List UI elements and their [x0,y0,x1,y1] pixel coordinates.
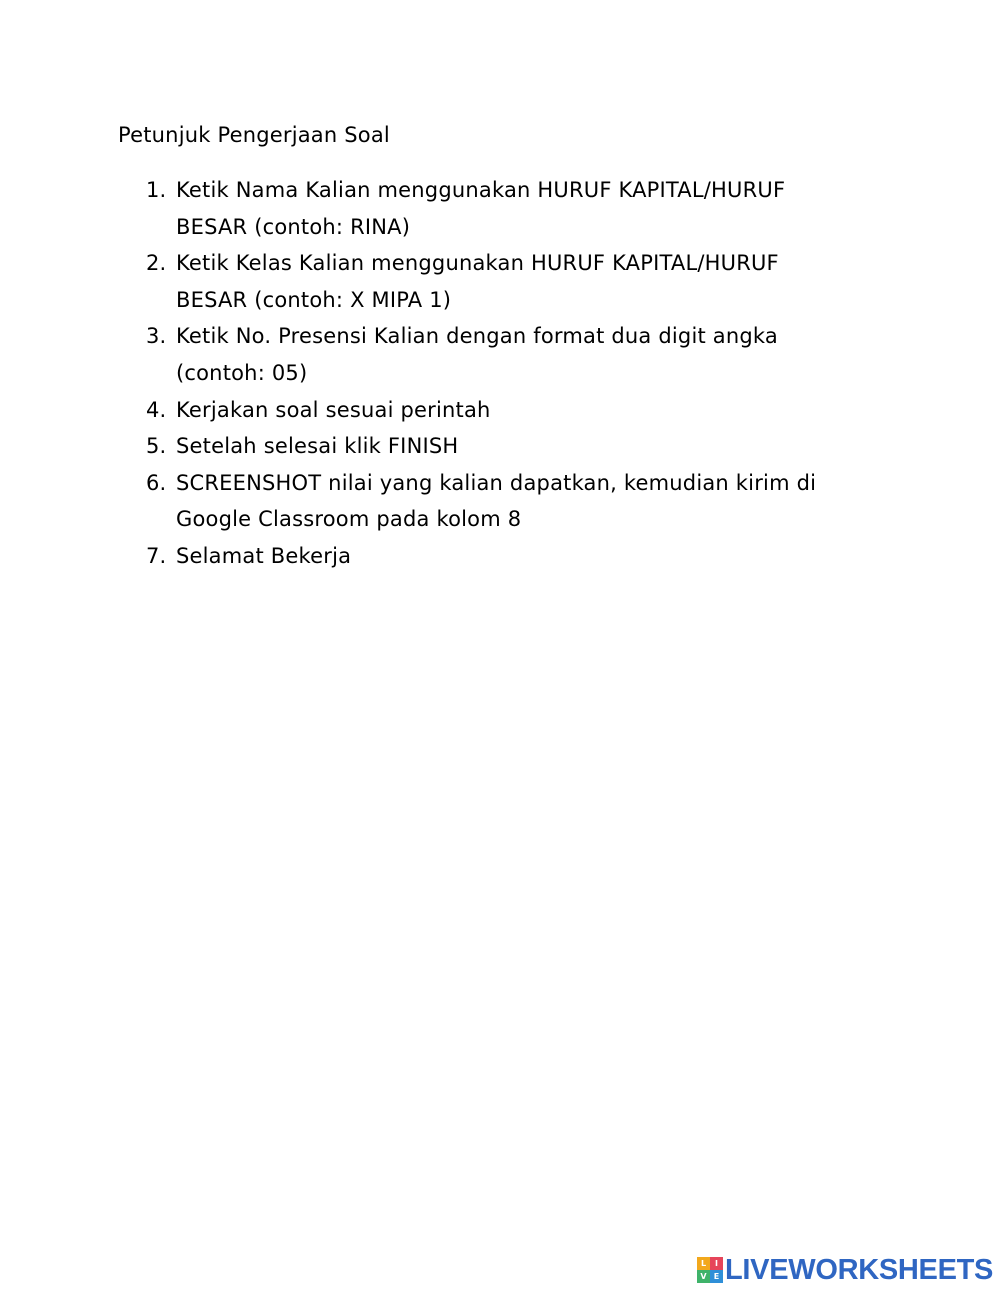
brand-name: LIVEWORKSHEETS [725,1254,994,1286]
instruction-number: 5. [146,434,167,459]
instruction-number: 6. [146,470,167,495]
instruction-number: 7. [146,543,167,568]
liveworksheets-brand [697,1255,993,1285]
instruction-text: SCREENSHOT nilai yang kalian dapatkan, kemudian kirim di Google Classroom pada kolom 8 [176,470,817,532]
instruction-text: Setelah selesai klik FINISH [176,434,459,459]
instruction-item [146,318,866,391]
instruction-list [146,172,866,575]
instruction-text: Selamat Bekerja [176,543,352,568]
instruction-number: 2. [146,251,167,276]
instruction-text: Ketik No. Presensi Kalian dengan format dua digit angka (contoh: 05) [176,324,778,385]
instruction-item [146,392,866,429]
instruction-number: 4. [146,397,167,422]
logo-tile: V [697,1270,710,1283]
instruction-number: 3. [146,324,167,349]
liveworksheets-logo-icon [697,1257,723,1283]
instruction-text: Ketik Nama Kalian menggunakan HURUF KAPITAL/HURUF BESAR (contoh: RINA) [176,178,786,239]
instruction-text: Ketik Kelas Kalian menggunakan HURUF KAPITAL/HURUF BESAR (contoh: X MIPA 1) [176,251,779,312]
logo-tile: E [710,1270,723,1283]
page-title: Petunjuk Pengerjaan Soal [118,123,390,147]
instruction-number: 1. [146,178,167,202]
instruction-item [146,245,866,318]
instruction-item [146,465,866,538]
instruction-item [146,538,866,575]
logo-tile: I [710,1257,723,1270]
instruction-item [146,172,866,245]
instruction-item [146,428,866,465]
logo-tile: L [697,1257,710,1270]
instruction-text: Kerjakan soal sesuai perintah [176,397,491,422]
